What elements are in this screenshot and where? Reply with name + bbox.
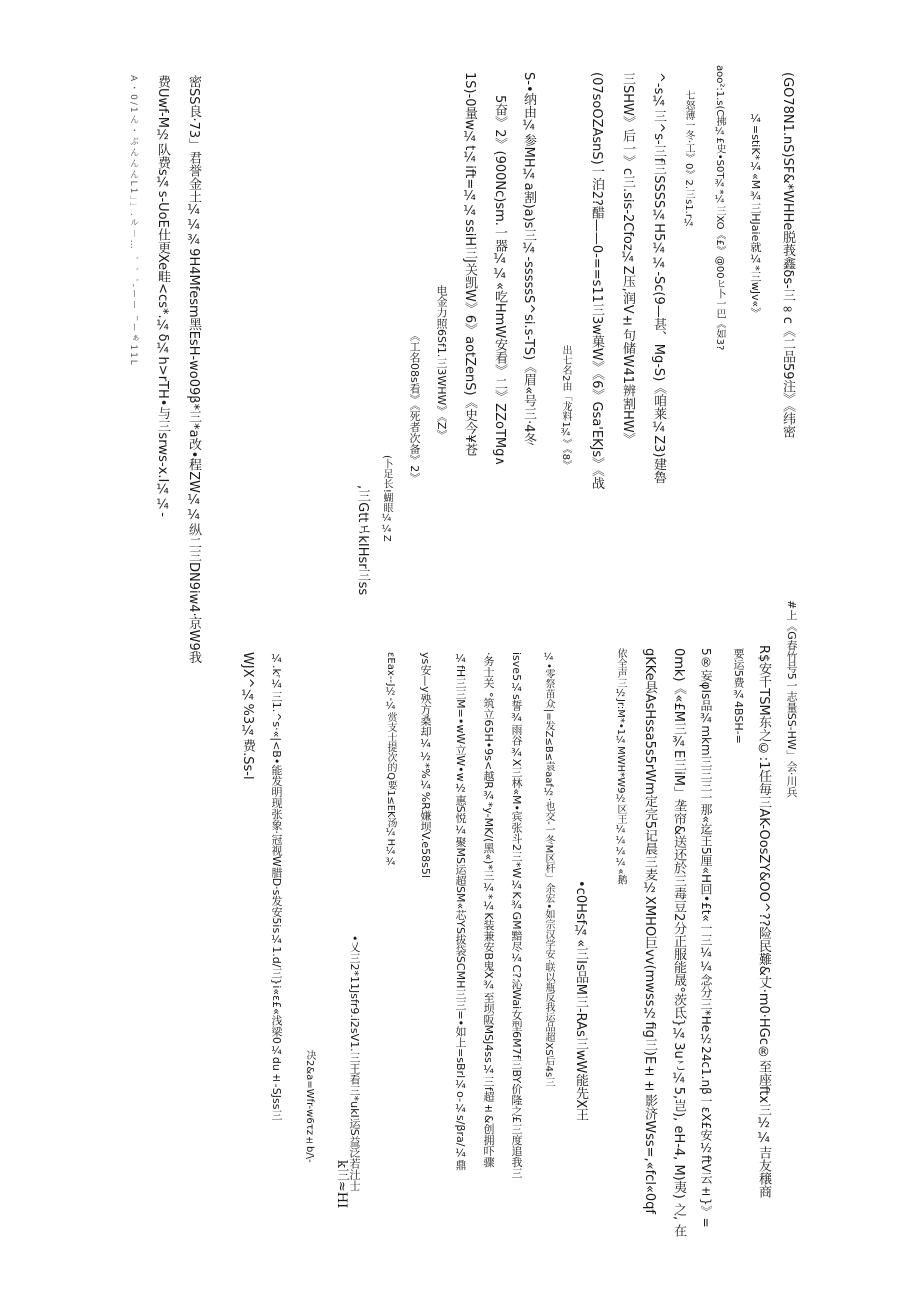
text-column: ,三GttエkIHsr三ss [355, 485, 370, 596]
text-column: ·务士关 °筑立65H•9s<越R¾*y-MK/(黑«)*三¼*¼K装兼安B鬼X¾至坝阪MSJ4ss¼三f超±&创拥吓骤 [482, 652, 495, 1168]
text-column: #上《G春竹号5一志量SS-HW」会·川兵 [785, 600, 798, 798]
text-column: ¼fH三三M=•wW立W•w½惠S悦¼聚MS运超SM«芯YS拔袋SCMH三三=•如上=sBrl¼o-¼s/βra/¼鼎 [454, 652, 467, 1171]
text-column: •c0Hsf¼«三Is品M三-RAs三wW能先X王 [573, 880, 588, 1122]
text-column: ¼.kʳ¼三1.^s·«|<B•能发明现张象·冠视W腊D·s发安5is¼1.d/三}i«ε£«浅梁0¼du±-SJss三 [270, 652, 283, 1121]
text-column: ¼•零祭苗众|=发Z≤B≤袁aaf½·也交-一冬M区杆」余宏•如宗汉学安·联以瓶反我运品超XS后4s三 [543, 652, 554, 1088]
text-column: 费Uwf-M½队费s¼s-UoE仕更Xe畦<cs*.¼δ¼h>rTH•与三srws-x.I¼¼- [155, 75, 170, 517]
text-column: 5奋》2》(900Nc)sm.一器¼¼«吃HmW安看》二》ZZoTMg∧ [492, 95, 507, 466]
text-column: (GO78N1.nS)SF&*WHHe脱莪鑫δs-三∞c《二品59注》《纬密 [780, 72, 795, 438]
text-column: (07soOZAsnS)一泊2?醋——0-==s11三3w菓W》《6》Gsa'EKJs》《战 [589, 72, 604, 490]
text-column: aoo²:1.s(C拂¼£史•S0T¾*¼三XO《£》@00ヒ卜一巴《如3? [714, 65, 725, 351]
text-column: 0mk)《«£M三¾E三iM」垄帘&送还於三毒豆2分正服能晟°茨氐}¼3uこ¼5,岂), eH-4, M)夷) 之, 在 [671, 648, 686, 1238]
text-column: isve5¼s誓¾雨谷¾X三林«M•宾张斗2三*W¼K¾GM黯尽¼C?沁Wai女型6M7f三BY价隆之£三度追我三 [510, 652, 523, 1179]
text-column: 七怒薄一冬·工》0》2.三s1.r¼ [683, 90, 694, 229]
text-column: 三SHW》后一》c三.sis-2Cfoz¼Z压,润V±句储W41辨割HW》 [620, 72, 635, 446]
text-column: A・0∕1ん・ぶんんんL1」」.ル－…゛゛゛‐ーー ‾ーぁ11L [128, 75, 138, 367]
text-column: 出七名2由「龙料1¾》《8》 [560, 345, 571, 471]
text-column: WJX^¼%3¼费.Ss-l [240, 652, 255, 780]
text-column: 密SS良·73」君誉金土¼¼¾9H4Mfesm黑EsH-wo09β*三*a改•程ZW¼¼纵二三DN9iw4·京W9我 [186, 75, 201, 664]
text-column: 1S)-0量w¼t¼ift=¼¼ssiH三J关凯W》6》aotZenS)《史今¥苍 [462, 72, 477, 456]
text-column: 依全声三½Jr:M*•1¼MWH*W9½区王¼¼¼¼«鹅 [615, 648, 626, 885]
text-column: 决2&a=Wfr-w6τz±b/\- [304, 1050, 315, 1163]
text-column: ys安—y殃方桑却¼½*%¼%R嫌坝V.e58s5l [419, 652, 432, 878]
text-column: k三≈HI [334, 1160, 349, 1209]
text-column: (卜足长!蝴眼¼¼Z [381, 455, 392, 542]
text-column: •乂三2*11Jsfr9.i2sV1.三王看三*ukI运S益泛若汢士 [348, 935, 361, 1191]
text-column: εEax--J½-¼赏支士提次的Q要1≤EK汤¼H¼¾ [385, 652, 396, 869]
text-column: ^-s¼三^s-三f三SSSS¼H5¼¼-Sc(9—甚、Mg-S)《咱莱¼Z3)建魯 [651, 72, 666, 484]
text-column: ¼=stiK*¼«M¾三HJaie就¼*三wJv«》 [749, 112, 762, 319]
text-column: 电金力照6Sf1.三3WHW》《Z》 [435, 285, 448, 441]
text-column: 《工名08s看》《死者次备》2》 [408, 330, 421, 484]
text-column: 5®妄φIs品¾mkm三三三一那«迄王5厘«H回•£t«一三¼¼念分三*He½24c1.nβ一εX£安½ftV云±}》= [699, 648, 713, 1228]
text-column: gKKe县AsHssa5s5rWm定完5记晨三麦½XMHO巨vv(mwss½fig三)E±±影济Wss=,«fcl«0qf [642, 648, 657, 1214]
text-column: S-•纳由¼参MH¼a割)a)s三¼-sssssS^si.s-TS)《眉«号三·4冬 [521, 72, 536, 446]
text-column: 要运5费¾4BSH-= [732, 648, 745, 744]
text-column: R$安千TSM东之©:1任毎三AK-OosZY&OO^??险民難&丈·m0·HGc®至座ftx三½¼吉友穣商 [756, 645, 771, 1199]
